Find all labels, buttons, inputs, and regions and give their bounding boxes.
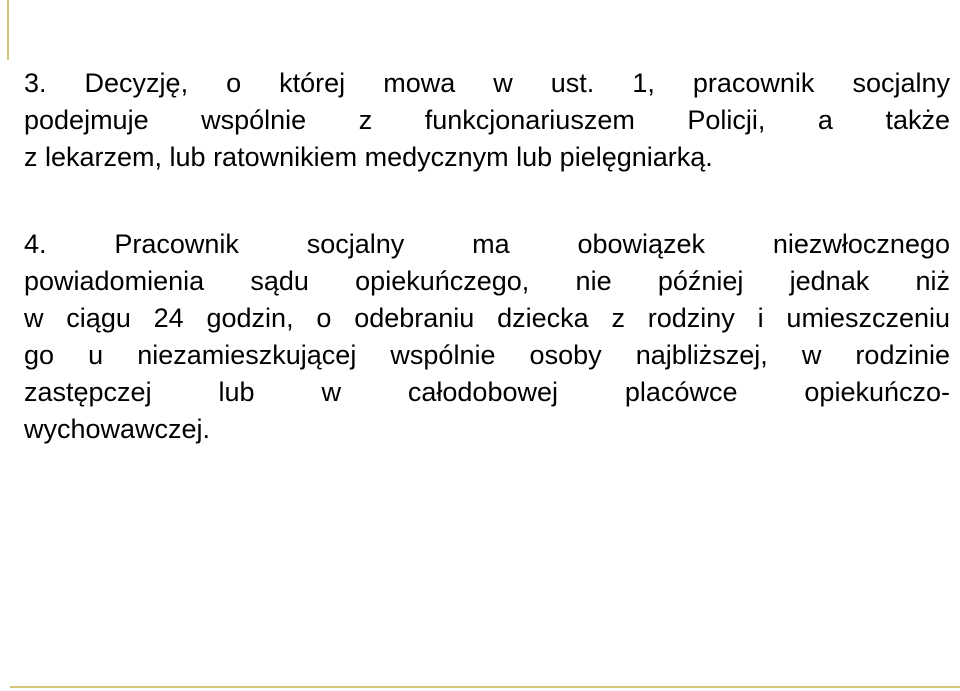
paragraph-4-line-4: go u niezamieszkującej wspólnie osoby najbliższej, w rodzinie xyxy=(24,340,950,370)
paragraph-4-line-1: 4. Pracownik socjalny ma obowiązek niezwłocznego xyxy=(24,229,950,259)
paragraph-4-line-2: powiadomienia sądu opiekuńczego, nie później jednak niż xyxy=(24,266,950,296)
slide-frame-left-border xyxy=(7,0,9,60)
slide-frame-bottom-border xyxy=(10,686,960,688)
paragraph-3-line-2: podejmuje wspólnie z funkcjonariuszem Policji, a także xyxy=(24,105,950,135)
paragraph-3 xyxy=(24,65,950,176)
paragraph-4-line-6: wychowawczej. xyxy=(24,414,211,444)
paragraph-4 xyxy=(24,226,950,448)
slide-content xyxy=(24,65,950,448)
paragraph-4-line-5: zastępczej lub w całodobowej placówce opiekuńczo- xyxy=(24,377,950,407)
paragraph-3-line-3: z lekarzem, lub ratownikiem medycznym lub pielęgniarką. xyxy=(24,142,713,172)
paragraph-3-line-1: 3. Decyzję, o której mowa w ust. 1, pracownik socjalny xyxy=(24,68,950,98)
paragraph-spacer xyxy=(24,176,950,226)
paragraph-4-line-3: w ciągu 24 godzin, o odebraniu dziecka z rodziny i umieszczeniu xyxy=(24,303,950,333)
